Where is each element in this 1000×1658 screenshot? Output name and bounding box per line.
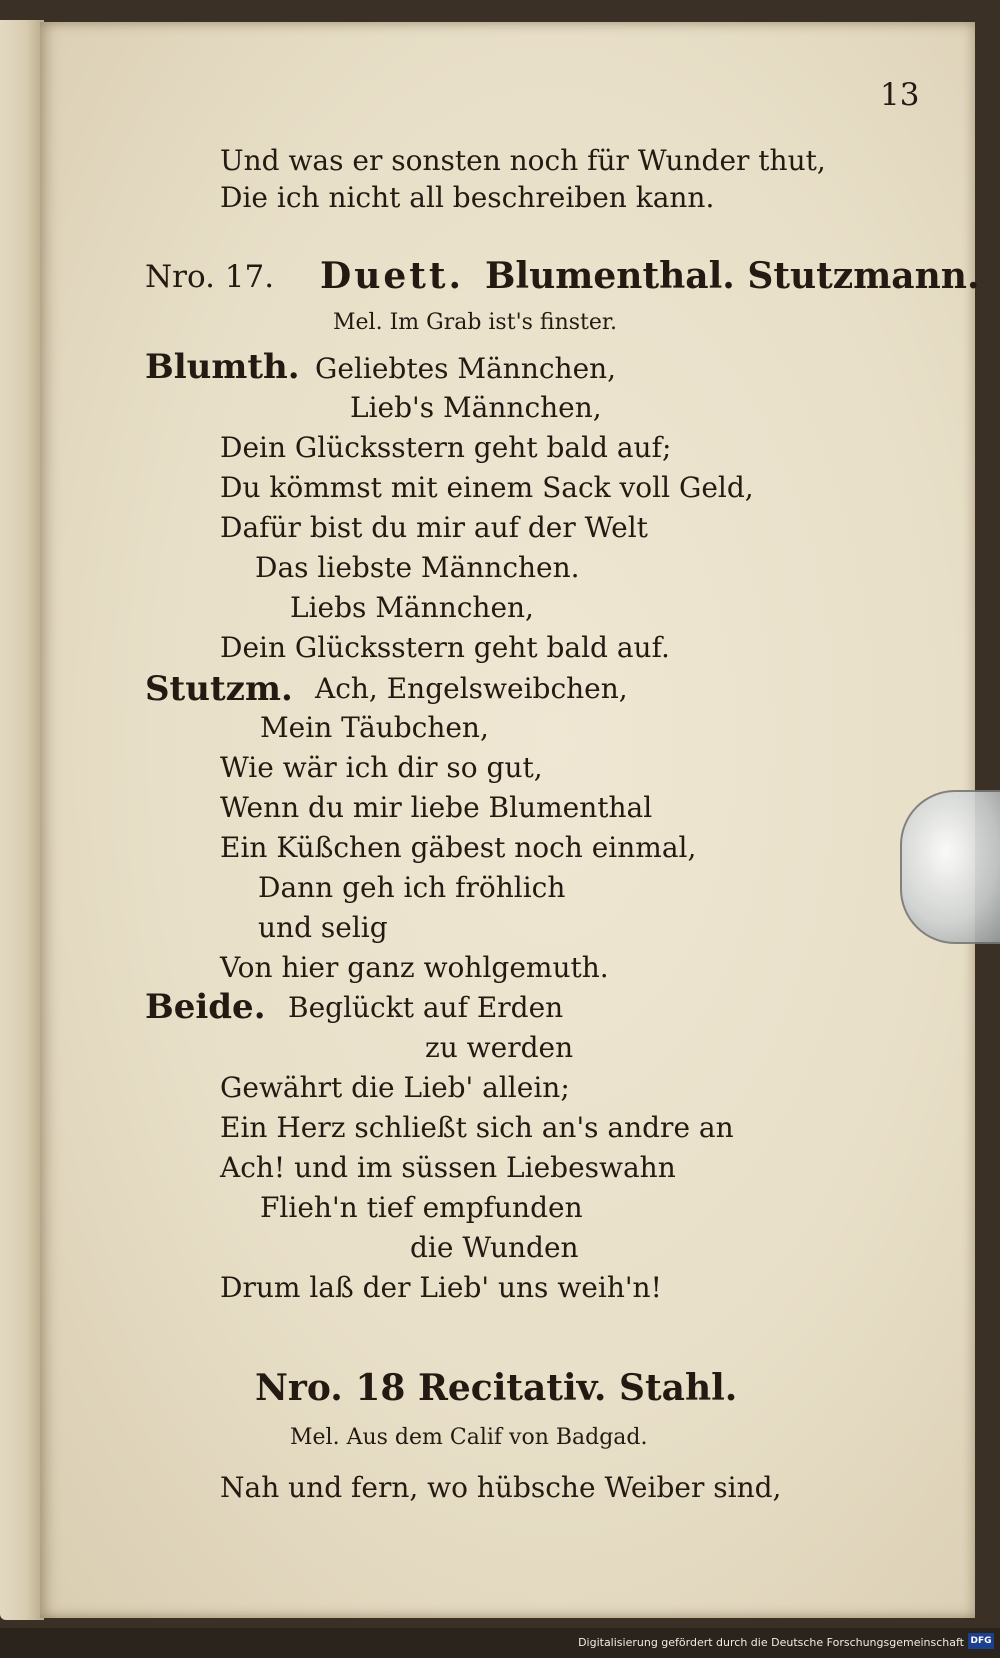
verse-line: und selig — [258, 911, 388, 944]
melody-note: Mel. Aus dem Calif von Badgad. — [290, 1425, 648, 1450]
verse-line: Dein Glücksstern geht bald auf. — [220, 631, 670, 664]
verse-line: Lieb's Männchen, — [350, 391, 602, 424]
verse-line: Liebs Männchen, — [290, 591, 534, 624]
verse-line: Beglückt auf Erden — [288, 991, 564, 1024]
verse-line: die Wunden — [410, 1231, 579, 1264]
verse-line: Ein Küßchen gäbest noch einmal, — [220, 831, 697, 864]
verse-line: Gewährt die Lieb' allein; — [220, 1071, 570, 1104]
adjacent-page-edge — [0, 20, 44, 1620]
verse-line: Dann geh ich fröhlich — [258, 871, 566, 904]
melody-note: Mel. Im Grab ist's finster. — [333, 310, 617, 335]
verse-line: Wie wär ich dir so gut, — [220, 751, 543, 784]
verse-line: Flieh'n tief empfunden — [260, 1191, 583, 1224]
footer-bar — [0, 1628, 1000, 1658]
speaker-label: Blumth. — [145, 347, 300, 387]
verse-line: Und was er sonsten noch für Wunder thut, — [220, 144, 826, 177]
page-clip — [900, 790, 1000, 944]
verse-line: Ach! und im süssen Liebeswahn — [220, 1151, 676, 1184]
section-number: Nro. 17. — [145, 259, 275, 295]
verse-line: zu werden — [425, 1031, 574, 1064]
speaker-label: Stutzm. — [145, 669, 293, 709]
verse-line: Ein Herz schließt sich an's andre an — [220, 1111, 734, 1144]
verse-line: Dafür bist du mir auf der Welt — [220, 511, 648, 544]
verse-line: Das liebste Männchen. — [255, 551, 580, 584]
section-type: Duett. — [320, 255, 465, 297]
verse-line: Dein Glücksstern geht bald auf; — [220, 431, 672, 464]
page-number: 13 — [880, 77, 920, 113]
verse-line: Die ich nicht all beschreiben kann. — [220, 181, 715, 214]
verse-line: Wenn du mir liebe Blumenthal — [220, 791, 653, 824]
verse-line: Von hier ganz wohlgemuth. — [220, 951, 609, 984]
verse-line: Geliebtes Männchen, — [315, 352, 617, 385]
verse-line: Drum laß der Lieb' uns weih'n! — [220, 1271, 662, 1304]
speaker-label: Beide. — [145, 987, 266, 1027]
section-18-heading: Nro. 18 Recitativ. Stahl. — [255, 1367, 738, 1409]
verse-line: Ach, Engelsweibchen, — [315, 672, 628, 705]
dfg-logo: DFG — [968, 1633, 994, 1649]
verse-line: Du kömmst mit einem Sack voll Geld, — [220, 471, 754, 504]
verse-line: Mein Täubchen, — [260, 711, 489, 744]
verse-line: Nah und fern, wo hübsche Weiber sind, — [220, 1471, 782, 1504]
book-page — [40, 22, 980, 1618]
section-characters: Blumenthal. Stutzmann. — [485, 255, 980, 297]
funding-notice: Digitalisierung gefördert durch die Deutsche Forschungsgemeinschaft — [578, 1636, 964, 1649]
